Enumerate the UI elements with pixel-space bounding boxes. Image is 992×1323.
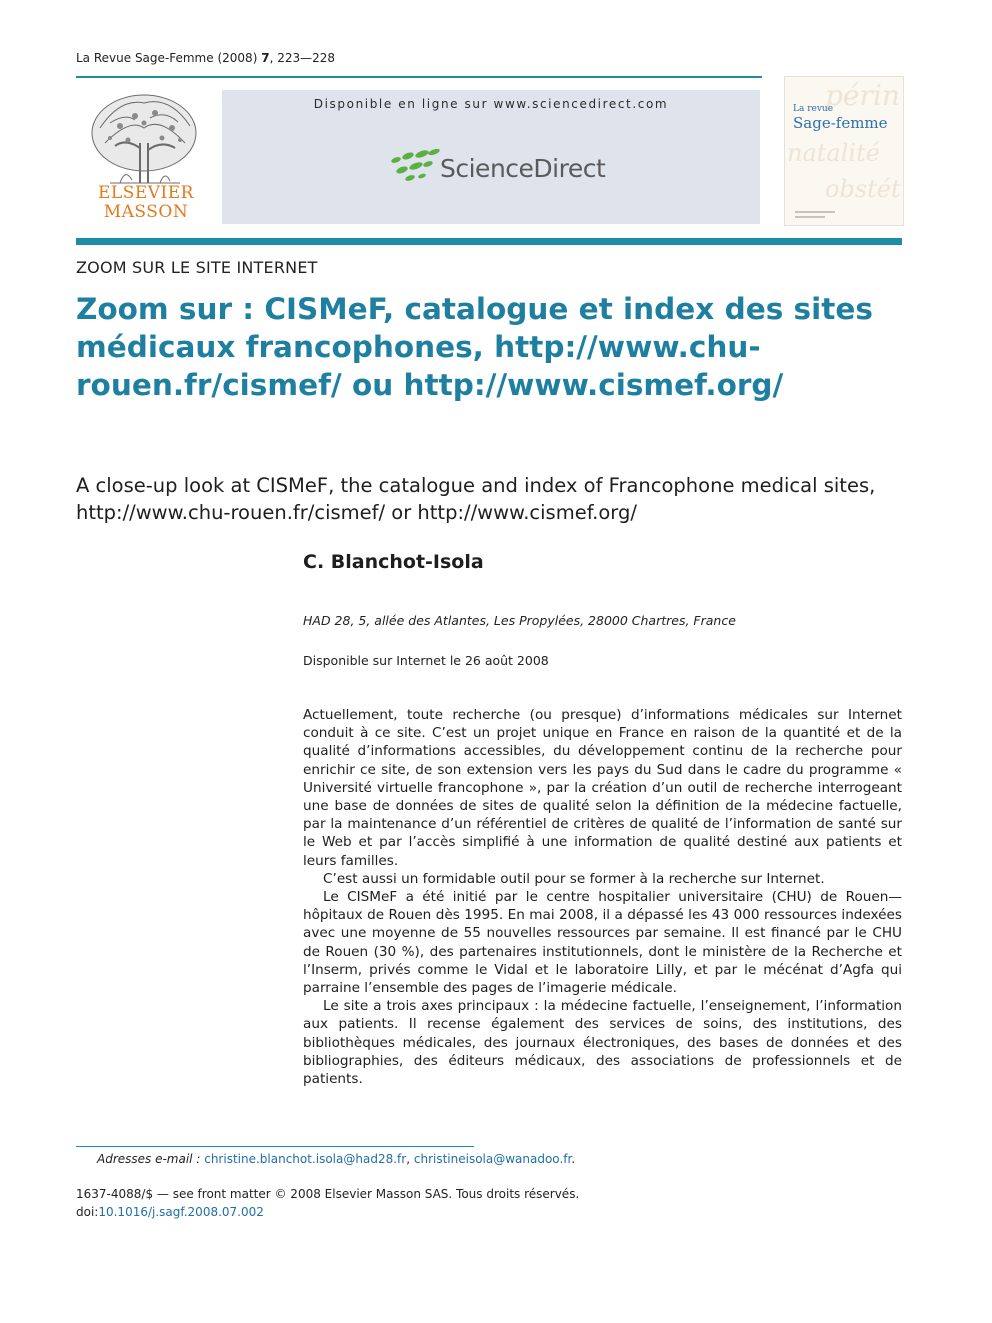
- journal-name: La Revue Sage-Femme: [76, 51, 214, 65]
- author-affiliation: HAD 28, 5, allée des Atlantes, Les Propylées, 28000 Chartres, France: [303, 613, 736, 628]
- body-paragraph: C’est aussi un formidable outil pour se former à la recherche sur Internet.: [323, 870, 825, 887]
- cover-word-2: natalité: [787, 139, 880, 167]
- email-label: Adresses e-mail :: [97, 1152, 201, 1166]
- journal-volume: 7: [261, 51, 270, 65]
- article-title: Zoom sur : CISMeF, catalogue et index des sites médicaux francophones, http://www.chu-rouen.fr/cismef/ ou http://www.cismef.org/: [76, 292, 873, 402]
- rubric-label: ZOOM SUR LE SITE INTERNET: [76, 258, 318, 277]
- journal-pages: 223—228: [277, 51, 336, 65]
- publisher-line-2: MASSON: [103, 202, 189, 222]
- doi-link[interactable]: 10.1016/j.sagf.2008.07.002: [98, 1205, 264, 1219]
- journal-year: (2008): [217, 51, 258, 65]
- journal-reference: La Revue Sage-Femme (2008) 7, 223—228: [76, 51, 336, 65]
- cover-word-1: périn: [825, 79, 900, 112]
- cover-title: [793, 105, 888, 132]
- article-subtitle: A close-up look at CISMeF, the catalogue and index of Francophone medical sites, http://www.chu-rouen.fr/cismef/ or http://www.cismef.org/: [76, 474, 876, 524]
- publisher-line-1: ELSEVIER: [98, 183, 194, 203]
- journal-cover-thumbnail: [784, 76, 904, 226]
- header-rule: [76, 76, 762, 78]
- publisher-wordmark: [76, 184, 216, 222]
- cover-title-small: La revue: [793, 104, 834, 114]
- email-link-1[interactable]: christine.blanchot.isola@had28.fr: [204, 1152, 407, 1166]
- cover-word-3: obstét: [825, 175, 901, 203]
- sciencedirect-wordmark: ScienceDirect: [440, 154, 606, 183]
- cover-title-main: Sage-femme: [793, 114, 888, 132]
- article-body: [303, 706, 902, 1088]
- footnote-rule: [76, 1146, 474, 1147]
- doi-line: [76, 1205, 264, 1219]
- body-paragraph: Actuellement, toute recherche (ou presque) d’informations médicales sur Internet conduit à ce site. C’est un projet unique en France en raison de la quantité et de la qualité d’informations accessibles, du développement continu de la recherche pour enrichir ce site, de son extension vers les pays du Sud dans le cadre du programme « Université virtuelle francophone », par la création d’un outil de recherche interrogeant une base de données de sites de qualité selon la définition de la médecine factuelle, par la maintenance d’un référentiel de critères de qualité de l’information de santé sur le Web et par l’accès simplifié à une information de qualité destiné aux patients et leurs familles.: [303, 707, 902, 869]
- email-link-2[interactable]: christineisola@wanadoo.fr: [413, 1152, 572, 1166]
- copyright-line: 1637-4088/$ — see front matter © 2008 Elsevier Masson SAS. Tous droits réservés.: [76, 1187, 580, 1201]
- email-footnote: Adresses e-mail : christine.blanchot.isola@had28.fr, christineisola@wanadoo.fr.: [97, 1152, 576, 1166]
- author-name: C. Blanchot-Isola: [303, 551, 484, 573]
- available-online-text: Disponible en ligne sur www.sciencedirect.com: [313, 97, 669, 111]
- online-date: Disponible sur Internet le 26 août 2008: [303, 653, 549, 668]
- section-rule: [76, 238, 902, 245]
- doi-prefix: doi:: [76, 1205, 99, 1219]
- body-paragraph: Le site a trois axes principaux : la médecine factuelle, l’enseignement, l’information aux patients. Il recense également des services de soins, des institutions, des bibliothèques médicales, des journaux électroniques, des bases de données et des bibliographies, des éditeurs médicaux, des associations de professionnels et de patients.: [303, 998, 902, 1088]
- body-paragraph: Le CISMeF a été initié par le centre hospitalier universitaire (CHU) de Rouen—hôpitaux de Rouen dès 1995. En mai 2008, il a dépassé les 43 000 ressources indexées avec une moyenne de 55 nouvelles ressources par semaine. Il est financé par le CHU de Rouen (30 %), des partenaires institutionnels, dont le ministère de la Recherche et l’Inserm, privés comme le Vidal et le laboratoire Lilly, et par le mécénat d’Agfa qui parraine l’ensemble des pages de l’imagerie médicale.: [303, 889, 902, 997]
